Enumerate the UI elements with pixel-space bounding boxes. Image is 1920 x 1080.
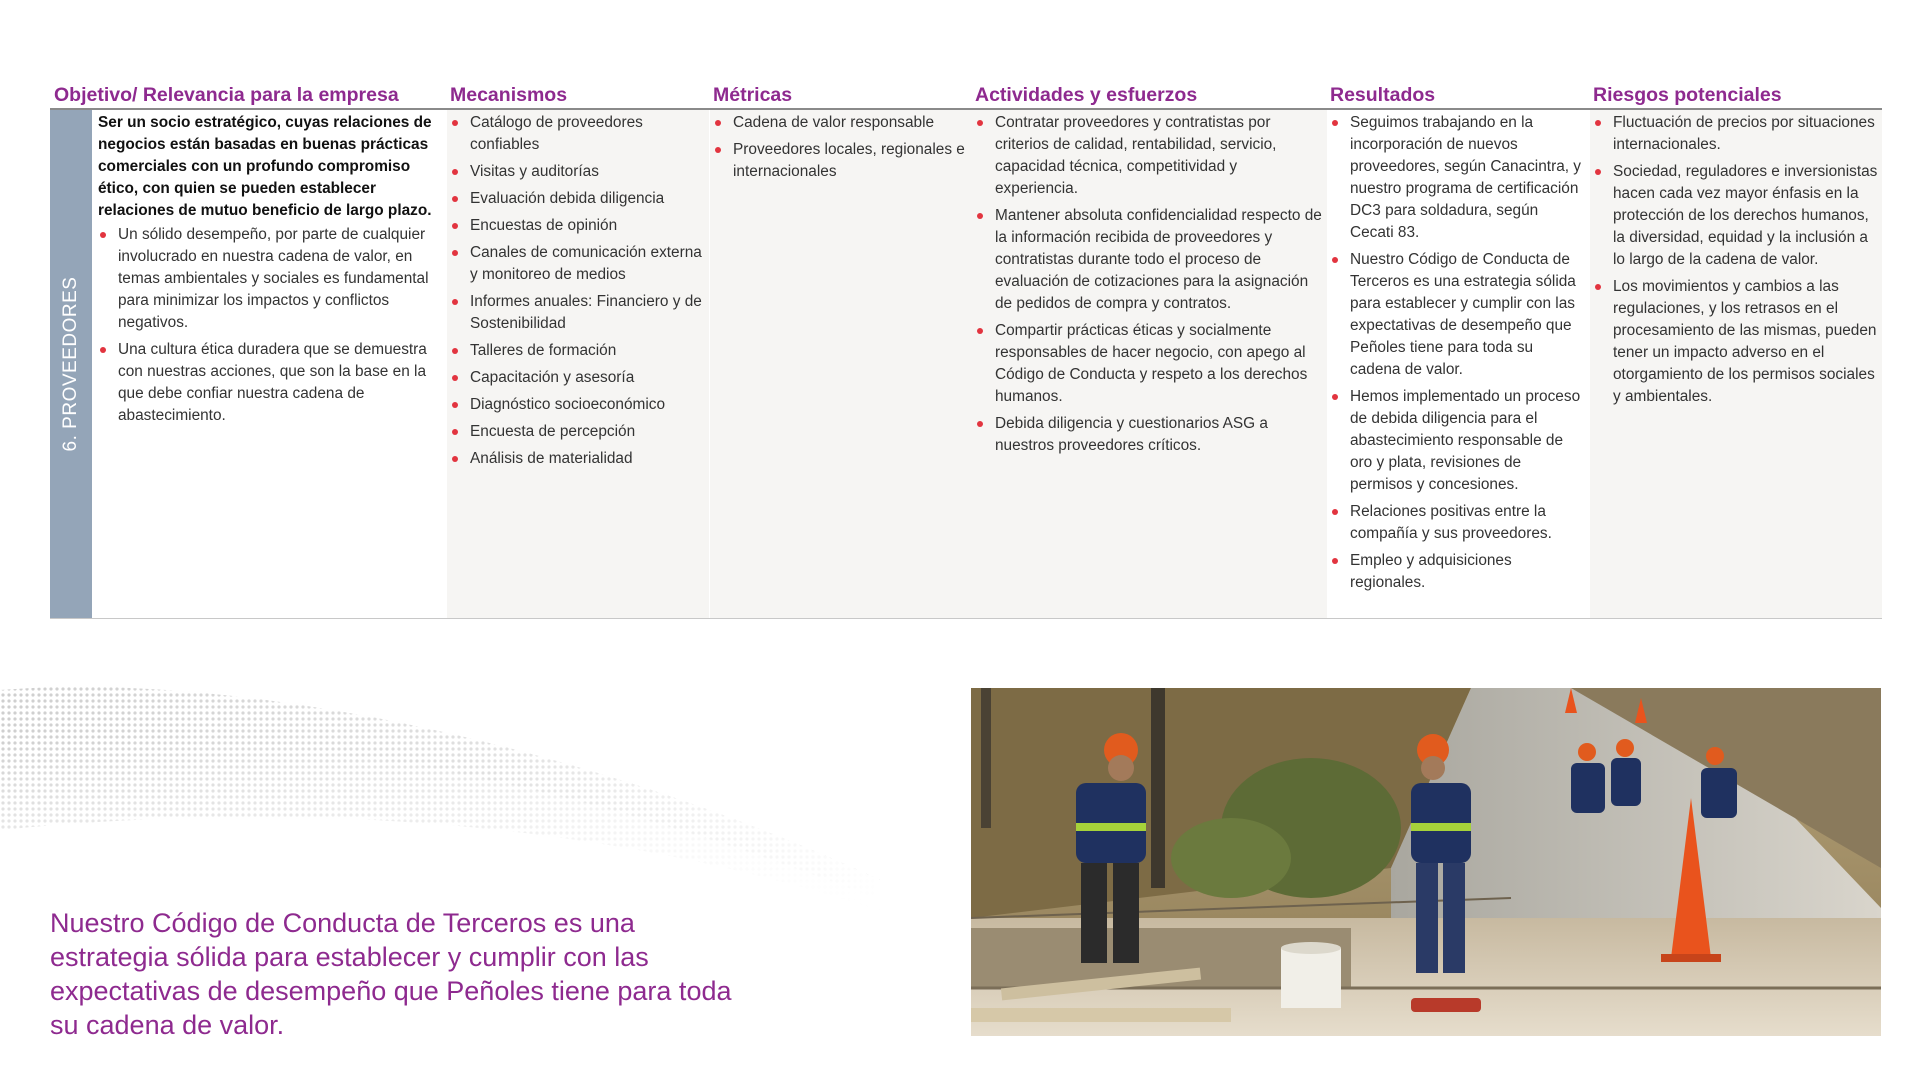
list-item: Mantener absoluta confidencialidad respecto de la información recibida de proveedores y contratistas durante todo el proceso de evaluación de cotizaciones para la asignación de pedidos de compra y contratos.: [975, 205, 1323, 315]
riesgos-cell: [1593, 112, 1878, 413]
section-sidebar: [50, 110, 92, 618]
list-item: Fluctuación de precios por situaciones internacionales.: [1593, 112, 1878, 156]
list-item: Hemos implementado un proceso de debida diligencia para el abastecimiento responsable de oro y plata, revisiones de permisos y concesiones.: [1330, 386, 1584, 496]
decorative-swoosh: [0, 680, 900, 910]
mecanismos-list: [450, 112, 704, 470]
resultados-list: [1330, 112, 1584, 594]
list-item: Proveedores locales, regionales e internacionales: [713, 139, 967, 183]
list-item: Encuestas de opinión: [450, 215, 704, 237]
header-mecanismos: Mecanismos: [450, 84, 568, 106]
list-item: Evaluación debida diligencia: [450, 188, 704, 210]
metricas-list: [713, 112, 967, 183]
mecanismos-cell: [450, 112, 704, 475]
list-item: Análisis de materialidad: [450, 448, 704, 470]
metricas-cell: [713, 112, 967, 188]
list-item: Sociedad, reguladores e inversionistas hacen cada vez mayor énfasis en la protección de los derechos humanos, la diversidad, equidad y la inclusión a lo largo de la cadena de valor.: [1593, 161, 1878, 271]
list-item: Diagnóstico socioeconómico: [450, 394, 704, 416]
table-header: [50, 84, 1882, 110]
list-item: Un sólido desempeño, por parte de cualquier involucrado en nuestra cadena de valor, en temas ambientales y sociales es fundamental para minimizar los impactos y conflictos negativos.: [98, 224, 443, 334]
list-item: Debida diligencia y cuestionarios ASG a nuestros proveedores críticos.: [975, 413, 1323, 457]
section-label: 6. PROVEEDORES: [60, 276, 81, 452]
list-item: Los movimientos y cambios a las regulaciones, y los retrasos en el procesamiento de las mismas, pueden tener un impacto adverso en el otorgamiento de los permisos sociales y ambientales.: [1593, 276, 1878, 408]
actividades-cell: [975, 112, 1323, 462]
header-metricas: Métricas: [713, 84, 793, 106]
list-item: Visitas y auditorías: [450, 161, 704, 183]
list-item: Talleres de formación: [450, 340, 704, 362]
actividades-list: [975, 112, 1323, 457]
objetivo-list: [98, 224, 443, 427]
list-item: Contratar proveedores y contratistas por criterios de calidad, rentabilidad, servicio, capacidad técnica, competitividad y experiencia.: [975, 112, 1323, 200]
list-item: Relaciones positivas entre la compañía y sus proveedores.: [1330, 501, 1584, 545]
list-item: Nuestro Código de Conducta de Terceros es una estrategia sólida para establecer y cumplir con las expectativas de desempeño que Peñoles tiene para toda su cadena de valor.: [1330, 249, 1584, 381]
riesgos-list: [1593, 112, 1878, 408]
list-item: Cadena de valor responsable: [713, 112, 967, 134]
list-item: Compartir prácticas éticas y socialmente responsables de hacer negocio, con apego al Código de Conducta y respeto a los derechos humanos.: [975, 320, 1323, 408]
list-item: Capacitación y asesoría: [450, 367, 704, 389]
list-item: Canales de comunicación externa y monitoreo de medios: [450, 242, 704, 286]
resultados-cell: [1330, 112, 1584, 599]
proveedores-table: [50, 84, 1882, 618]
list-item: Encuesta de percepción: [450, 421, 704, 443]
header-objetivo: Objetivo/ Relevancia para la empresa: [54, 84, 399, 106]
objetivo-intro: Ser un socio estratégico, cuyas relaciones de negocios están basadas en buenas prácticas comerciales con un profundo compromiso ético, con quien se pueden establecer relaciones de mutuo beneficio de largo plazo.: [98, 114, 432, 219]
workers-photo: [971, 688, 1881, 1036]
table-bottom-border: [50, 618, 1882, 619]
list-item: Catálogo de proveedores confiables: [450, 112, 704, 156]
list-item: Informes anuales: Financiero y de Sostenibilidad: [450, 291, 704, 335]
header-resultados: Resultados: [1330, 84, 1436, 106]
list-item: Una cultura ética duradera que se demuestra con nuestras acciones, que son la base en la que debe confiar nuestra cadena de abastecimiento.: [98, 339, 443, 427]
list-item: Seguimos trabajando en la incorporación de nuevos proveedores, según Canacintra, y nuestro programa de certificación DC3 para soldadura, según Cecati 83.: [1330, 112, 1584, 244]
header-actividades: Actividades y esfuerzos: [975, 84, 1198, 106]
header-riesgos: Riesgos potenciales: [1593, 84, 1782, 106]
objetivo-cell: [98, 112, 443, 432]
list-item: Empleo y adquisiciones regionales.: [1330, 550, 1584, 594]
highlight-quote: Nuestro Código de Conducta de Terceros es una estrategia sólida para establecer y cumplir con las expectativas de desempeño que Peñoles tiene para toda su cadena de valor.: [50, 908, 732, 1040]
